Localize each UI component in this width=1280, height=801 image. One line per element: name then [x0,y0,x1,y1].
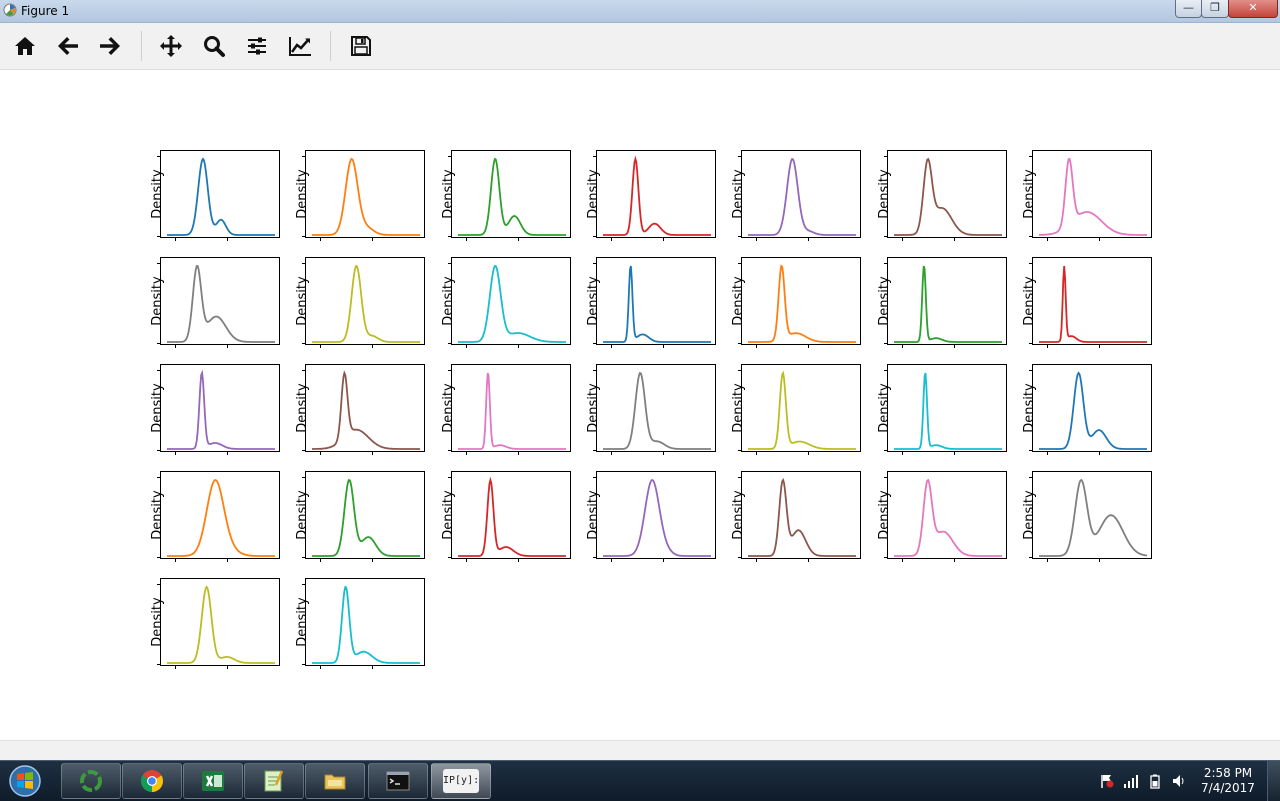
subplot-ylabel: Density [586,383,601,433]
y-tick [302,236,305,237]
y-tick [157,477,160,478]
y-tick [884,236,887,237]
minimize-button[interactable] [1175,0,1202,18]
y-tick [738,263,741,264]
y-tick [593,156,596,157]
magnifier-icon [202,34,226,58]
density-subplot-11 [586,257,716,345]
density-subplot-13 [877,257,1007,345]
y-tick [157,370,160,371]
density-line-var2 [312,159,420,235]
taskbar-chrome[interactable] [122,763,182,799]
density-subplot-22 [150,471,280,559]
y-tick [302,370,305,371]
density-line-var7 [1039,159,1147,235]
subplot-ylabel: Density [441,490,456,540]
y-tick [302,584,305,585]
density-line-var13 [894,266,1002,342]
y-tick [738,557,741,558]
density-line-var6 [894,159,1002,235]
density-line-var24 [458,480,566,556]
density-line-var12 [748,266,856,342]
folder-icon [323,769,347,793]
y-tick [1029,450,1032,451]
density-subplot-28 [1022,471,1152,559]
status-bar [0,740,1280,761]
chrome-icon [140,769,164,793]
y-tick [302,477,305,478]
density-line-var9 [312,266,420,342]
subplot-ylabel: Density [150,276,165,326]
subplot-ylabel: Density [295,383,310,433]
y-tick [448,236,451,237]
y-tick [448,156,451,157]
y-tick [448,263,451,264]
close-icon: ✕ [1248,1,1258,14]
density-subplot-14 [1022,257,1152,345]
forward-button[interactable] [92,28,128,64]
maximize-icon: ❐ [1210,1,1220,14]
y-tick [884,370,887,371]
density-line-var16 [312,373,420,449]
taskbar-app-1[interactable] [61,763,121,799]
subplot-ylabel: Density [877,169,892,219]
subplot-ylabel: Density [877,276,892,326]
density-subplot-29 [150,578,280,666]
density-line-var8 [167,266,275,342]
density-subplot-24 [441,471,571,559]
y-tick [1029,343,1032,344]
density-line-var11 [603,266,711,342]
notepad-plus-icon [262,769,286,793]
subplot-ylabel: Density [877,490,892,540]
density-subplot-15 [150,364,280,452]
taskbar-ipython[interactable] [431,763,491,799]
density-subplot-23 [295,471,425,559]
density-subplot-1 [150,150,280,238]
subplot-ylabel: Density [295,169,310,219]
y-tick [593,236,596,237]
density-subplot-4 [586,150,716,238]
y-tick [448,477,451,478]
excel-icon [201,769,225,793]
subplot-ylabel: Density [150,490,165,540]
taskbar-cmd[interactable] [368,763,428,799]
density-subplot-9 [295,257,425,345]
subplot-ylabel: Density [731,276,746,326]
battery-icon[interactable] [1147,773,1163,789]
density-line-var29 [167,587,275,663]
density-subplot-8 [150,257,280,345]
subplot-ylabel: Density [731,169,746,219]
density-line-var21 [1039,373,1147,449]
sliders-icon [245,34,269,58]
y-tick [593,557,596,558]
y-tick [593,450,596,451]
y-tick [157,343,160,344]
subplot-ylabel: Density [731,383,746,433]
y-tick [157,584,160,585]
taskbar-excel[interactable] [183,763,243,799]
y-tick [884,477,887,478]
minimize-icon: — [1183,1,1194,14]
y-tick [157,557,160,558]
density-subplot-25 [586,471,716,559]
density-line-var15 [167,373,275,449]
density-line-var27 [894,480,1002,556]
y-tick [302,557,305,558]
subplot-ylabel: Density [295,276,310,326]
density-line-var23 [312,480,420,556]
density-line-var14 [1039,266,1147,342]
y-tick [738,156,741,157]
y-tick [302,343,305,344]
subplot-ylabel: Density [441,276,456,326]
circular-green-icon [79,769,103,793]
y-tick [157,450,160,451]
density-subplot-21 [1022,364,1152,452]
home-icon [13,34,37,58]
maximize-button[interactable] [1201,0,1229,18]
back-button[interactable] [50,28,86,64]
y-tick [1029,236,1032,237]
window-titlebar[interactable] [0,0,1280,23]
subplot-ylabel: Density [295,597,310,647]
density-subplot-12 [731,257,861,345]
y-tick [1029,557,1032,558]
density-subplot-19 [731,364,861,452]
density-line-var18 [603,373,711,449]
subplot-ylabel: Density [586,490,601,540]
navigation-toolbar [0,23,1280,70]
density-subplot-27 [877,471,1007,559]
density-line-var26 [748,480,856,556]
density-line-var19 [748,373,856,449]
density-subplot-6 [877,150,1007,238]
subplot-ylabel: Density [150,383,165,433]
density-subplot-16 [295,364,425,452]
y-tick [448,343,451,344]
ipython-icon: IP[y]: [443,769,479,793]
figure-canvas[interactable] [0,70,1280,740]
y-tick [448,450,451,451]
y-tick [157,156,160,157]
subplot-ylabel: Density [150,597,165,647]
y-tick [1029,263,1032,264]
density-subplot-20 [877,364,1007,452]
y-tick [738,236,741,237]
y-tick [593,263,596,264]
y-tick [738,450,741,451]
taskbar-explorer[interactable] [305,763,365,799]
y-tick [302,263,305,264]
window-title: Figure 1 [21,4,70,18]
density-subplot-26 [731,471,861,559]
density-line-var5 [748,159,856,235]
y-tick [1029,477,1032,478]
arrow-left-icon [56,34,80,58]
action-center-flag-icon[interactable] [1099,773,1115,789]
subplots-button[interactable] [239,28,275,64]
start-button[interactable] [4,763,46,799]
command-prompt-icon [386,769,410,793]
y-tick [884,557,887,558]
y-tick [738,343,741,344]
density-line-var1 [167,159,275,235]
subplot-ylabel: Density [1022,169,1037,219]
y-tick [1029,370,1032,371]
y-tick [593,343,596,344]
density-line-var20 [894,373,1002,449]
show-desktop-button[interactable] [1267,761,1280,801]
density-line-var4 [603,159,711,235]
home-button[interactable] [7,28,43,64]
density-subplot-17 [441,364,571,452]
taskbar-clock[interactable] [1196,766,1260,796]
floppy-disk-icon [349,34,373,58]
subplot-ylabel: Density [1022,490,1037,540]
toolbar-separator [330,31,331,61]
y-tick [884,450,887,451]
y-tick [593,370,596,371]
y-tick [157,236,160,237]
density-subplot-10 [441,257,571,345]
density-line-var10 [458,266,566,342]
density-subplot-7 [1022,150,1152,238]
y-tick [302,450,305,451]
y-tick [738,477,741,478]
subplot-ylabel: Density [150,169,165,219]
subplot-ylabel: Density [1022,383,1037,433]
y-tick [1029,156,1032,157]
y-tick [738,370,741,371]
y-tick [884,156,887,157]
y-tick [302,156,305,157]
windows-taskbar [0,760,1280,801]
y-tick [448,557,451,558]
y-tick [884,263,887,264]
clock-date: 7/4/2017 [1201,781,1255,795]
arrow-right-icon [98,34,122,58]
density-line-var3 [458,159,566,235]
density-subplot-5 [731,150,861,238]
y-tick [884,343,887,344]
y-tick [448,370,451,371]
density-subplot-3 [441,150,571,238]
move-icon [159,34,183,58]
subplot-ylabel: Density [586,276,601,326]
close-button[interactable] [1228,0,1278,18]
y-tick [302,664,305,665]
subplot-ylabel: Density [586,169,601,219]
y-tick [157,664,160,665]
volume-icon[interactable] [1171,773,1187,789]
pan-button[interactable] [153,28,189,64]
subplot-ylabel: Density [731,490,746,540]
matplotlib-window-icon [3,3,17,17]
toolbar-separator [141,31,142,61]
axes-button[interactable] [282,28,318,64]
subplot-ylabel: Density [441,383,456,433]
subplot-ylabel: Density [1022,276,1037,326]
density-line-var28 [1039,480,1147,556]
zoom-button[interactable] [196,28,232,64]
y-tick [157,263,160,264]
density-subplot-30 [295,578,425,666]
network-signal-icon[interactable] [1123,773,1139,789]
density-line-var30 [312,587,420,663]
subplot-ylabel: Density [877,383,892,433]
subplot-ylabel: Density [441,169,456,219]
density-subplot-2 [295,150,425,238]
save-button[interactable] [343,28,379,64]
subplot-ylabel: Density [295,490,310,540]
density-line-var22 [167,480,275,556]
y-tick [593,477,596,478]
density-line-var17 [458,373,566,449]
line-chart-icon [288,34,312,58]
clock-time: 2:58 PM [1203,766,1253,780]
density-subplot-18 [586,364,716,452]
taskbar-notepad[interactable] [244,763,304,799]
density-line-var25 [603,480,711,556]
